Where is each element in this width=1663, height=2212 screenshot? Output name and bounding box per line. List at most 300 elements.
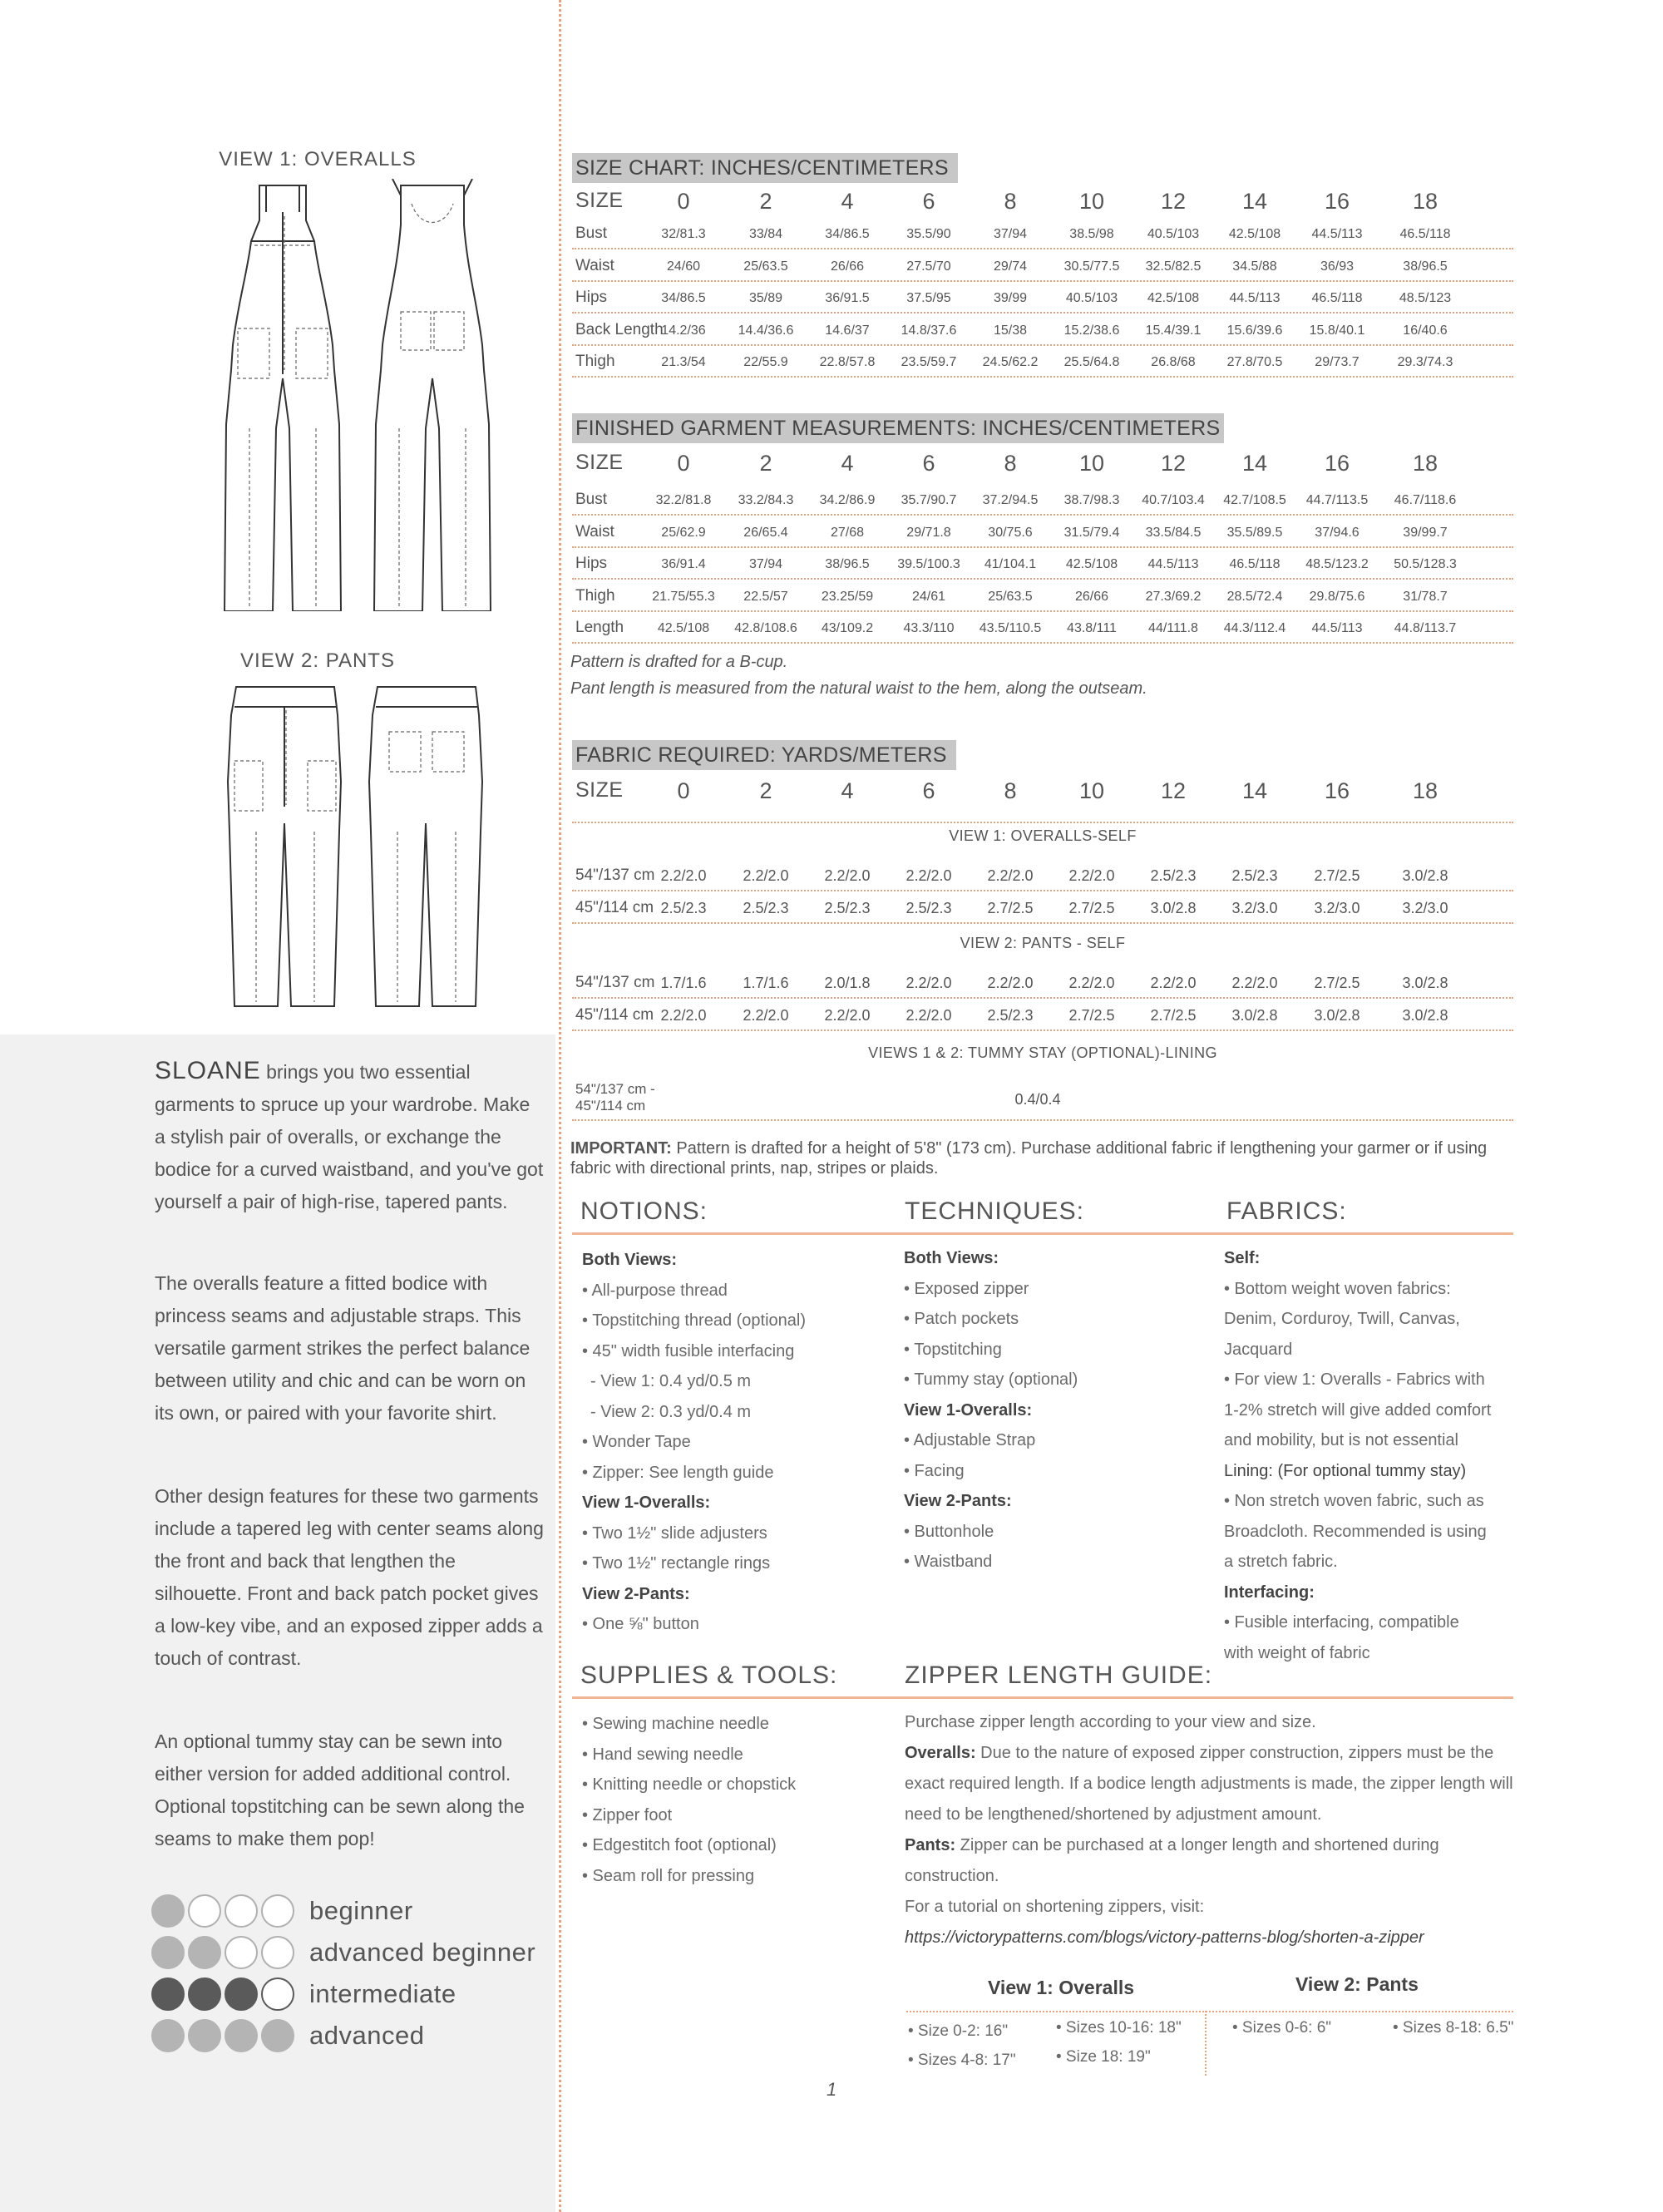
- list-item: a stretch fabric.: [1224, 1553, 1338, 1571]
- view2-label: VIEW 2: PANTS: [240, 649, 395, 672]
- overalls-back-drawing: [374, 179, 491, 611]
- list-item: • Exposed zipper: [904, 1279, 1029, 1298]
- table-row: [572, 282, 1513, 314]
- table-cell: 46.5/118: [1229, 557, 1281, 571]
- size-header-cell: 4: [841, 189, 854, 214]
- fabric-view3-title: VIEWS 1 & 2: TUMMY STAY (OPTIONAL)-LINING: [868, 1044, 1217, 1061]
- list-item: • Wonder Tape: [582, 1433, 691, 1451]
- table-row: [572, 860, 1513, 891]
- size-header-cell: 10: [1078, 451, 1105, 476]
- list-item: View 1-Overalls:: [904, 1400, 1033, 1420]
- level-dot-empty: [261, 1894, 294, 1928]
- level-advanced: [151, 2017, 424, 2055]
- table-cell: 40.7/103.4: [1142, 493, 1205, 507]
- table-cell: 46.5/118: [1311, 291, 1363, 305]
- table-cell: 30/75.6: [988, 525, 1033, 540]
- table-cell: 1.7/1.6: [660, 975, 707, 991]
- list-item: • Patch pockets: [904, 1310, 1019, 1328]
- table-cell: 2.2/2.0: [743, 867, 789, 884]
- notions-rule: [572, 1232, 1513, 1235]
- zipper-overalls-paragraph: [905, 1738, 1520, 1830]
- zipper-guide-text: [905, 1707, 1520, 1953]
- table-cell: 2.5/2.3: [660, 899, 707, 916]
- description-features: The overalls feature a fitted bodice with princess seams and adjustable straps. This versatile garment strikes the perfect balance between utility and chic and can be worn on its own, or paired with your favorite shirt.: [155, 1272, 530, 1424]
- table-cell: 2.2/2.0: [660, 1006, 707, 1024]
- level-dot-filled: [151, 1936, 185, 1969]
- table-cell: 2.5/2.3: [906, 899, 952, 916]
- list-item: with weight of fabric: [1224, 1643, 1370, 1662]
- table-cell: 44.7/113.5: [1305, 493, 1369, 507]
- list-item: • For view 1: Overalls - Fabrics with: [1224, 1370, 1485, 1389]
- table-cell: 23.25/59: [821, 589, 874, 604]
- size-header-cell: 18: [1412, 189, 1438, 214]
- table-cell: 32.2/81.8: [655, 493, 712, 507]
- level-intermediate: [151, 1975, 456, 2013]
- size-label: SIZE: [575, 189, 624, 212]
- zipper-pants-paragraph: [905, 1830, 1520, 1892]
- table-cell: 42.5/108: [1065, 557, 1118, 571]
- row-label: Hips: [575, 555, 608, 572]
- table-cell: 2.5/2.3: [1231, 867, 1278, 884]
- fabrics-list: [1224, 1243, 1491, 1668]
- supplies-rule: [572, 1696, 1513, 1699]
- list-item: Both Views:: [904, 1249, 999, 1267]
- level-dot-empty: [225, 1894, 258, 1928]
- description-intro-text: brings you two essential garments to spruce up your wardrobe. Make a stylish pair of overalls, or exchange the bodice for a curved waistband, and you've got yourself a pair of high-rise, tapered pants.: [155, 1061, 544, 1212]
- fabric-view2-title: VIEW 2: PANTS - SELF: [960, 935, 1126, 951]
- list-item: 1-2% stretch will give added comfort: [1224, 1400, 1492, 1420]
- table-cell: 22.8/57.8: [819, 355, 876, 369]
- size-header-cell: 8: [1004, 451, 1017, 476]
- table-cell: 2.2/2.0: [906, 1006, 952, 1024]
- size-header-cell: 12: [1160, 451, 1187, 476]
- zipper-view1-heading: View 1: Overalls: [988, 1977, 1135, 1998]
- table-cell: 3.0/2.8: [1314, 1006, 1360, 1024]
- table-cell: 34.2/86.9: [819, 493, 876, 507]
- list-item: • Fusible interfacing, compatible: [1224, 1613, 1459, 1632]
- zipper-tutorial-link[interactable]: https://victorypatterns.com/blogs/victory-patterns-blog/shorten-a-zipper: [905, 1928, 1424, 1947]
- size-header-cell: 6: [922, 189, 935, 214]
- list-item: • Buttonhole: [904, 1522, 994, 1541]
- size-label: SIZE: [575, 778, 624, 802]
- list-item: Denim, Corduroy, Twill, Canvas,: [1224, 1310, 1460, 1328]
- table-cell: 40.5/103: [1065, 291, 1118, 305]
- fabric-required-title: FABRIC REQUIRED: YARDS/METERS: [572, 740, 956, 770]
- description-details: Other design features for these two garments include a tapered leg with center seams along the front and back that lengthen the silhouette. Front and back patch pocket gives a low-key vibe, and an exposed zipper adds a touch of contrast.: [155, 1485, 544, 1669]
- zipper-pants-text: Zipper can be purchased at a longer length and shortened during construction.: [905, 1836, 1439, 1885]
- table-cell: 27.3/69.2: [1145, 589, 1202, 604]
- size-header-cell: 8: [1004, 189, 1017, 214]
- important-note: [570, 1138, 1513, 1178]
- table-cell: 2.7/2.5: [1150, 1006, 1197, 1024]
- size-chart-title: SIZE CHART: INCHES/CENTIMETERS: [572, 153, 958, 183]
- table-cell: 3.0/2.8: [1402, 1006, 1448, 1024]
- list-item: • Seam roll for pressing: [582, 1866, 755, 1885]
- table-cell: 43.5/110.5: [979, 621, 1042, 635]
- zipper-v1-size-4-8: • Sizes 4-8: 17": [908, 2052, 1016, 2069]
- table-cell: 2.2/2.0: [824, 1006, 871, 1024]
- table-row: [572, 1000, 1513, 1031]
- zipper-intro: Purchase zipper length according to your view and size.: [905, 1713, 1316, 1731]
- table-cell: 3.0/2.8: [1150, 899, 1197, 916]
- zipper-v1-size-18: • Size 18: 19": [1056, 2048, 1151, 2066]
- table-row: [572, 484, 1513, 516]
- level-label: advanced beginner: [309, 1938, 536, 1967]
- table-cell: 14.8/37.6: [901, 323, 957, 338]
- level-dot-empty: [261, 1936, 294, 1969]
- table-cell: 35.5/89.5: [1226, 525, 1283, 540]
- table-cell: 27/68: [830, 525, 865, 540]
- level-dot-filled: [225, 1977, 258, 2011]
- table-cell: 2.7/2.5: [1314, 867, 1360, 884]
- list-item: Interfacing:: [1224, 1582, 1315, 1602]
- table-cell: 34/86.5: [825, 227, 870, 241]
- table-cell: 1.7/1.6: [743, 975, 789, 991]
- size-header-row: [572, 449, 1513, 481]
- list-item: Jacquard: [1224, 1340, 1293, 1359]
- view1-label: VIEW 1: OVERALLS: [219, 148, 417, 170]
- table-cell: 2.2/2.0: [743, 1006, 789, 1024]
- table-cell: 14.2/36: [661, 323, 706, 338]
- overalls-illustration: [208, 179, 574, 611]
- table-cell: 2.7/2.5: [987, 899, 1034, 916]
- table-cell: 38/96.5: [1403, 259, 1448, 274]
- table-cell: 2.7/2.5: [1068, 899, 1115, 916]
- zipper-pants-label: Pants:: [905, 1836, 956, 1854]
- table-cell: 31.5/79.4: [1063, 525, 1120, 540]
- row-label: Bust: [575, 225, 608, 242]
- table-cell: 37.2/94.5: [982, 493, 1039, 507]
- size-header-cell: 14: [1241, 778, 1268, 803]
- table-row: [572, 250, 1513, 282]
- row-label: 54"/137 cm: [575, 867, 655, 884]
- row-label: Waist: [575, 256, 614, 274]
- table-cell: 15.4/39.1: [1145, 323, 1202, 338]
- table-cell: 3.0/2.8: [1231, 1006, 1278, 1024]
- row-label: Length: [575, 619, 624, 636]
- level-label: intermediate: [309, 1979, 456, 2008]
- level-dot-filled: [225, 2019, 258, 2052]
- list-item: • Bottom weight woven fabrics:: [1224, 1279, 1451, 1298]
- table-cell: 26.8/68: [1151, 355, 1196, 369]
- size-header-cell: 16: [1324, 189, 1350, 214]
- table-cell: 38/96.5: [825, 557, 870, 571]
- fabric-view1-title: VIEW 1: OVERALLS-SELF: [949, 827, 1137, 844]
- table-cell: 44.3/112.4: [1223, 621, 1286, 635]
- table-cell: 42.5/108: [1228, 227, 1281, 241]
- supplies-list: [582, 1709, 796, 1891]
- table-cell: 26/66: [1074, 589, 1109, 604]
- table-cell: 37.5/95: [906, 291, 951, 305]
- list-item: • Facing: [904, 1461, 965, 1480]
- table-cell: 22/55.9: [743, 355, 788, 369]
- level-dot-empty: [188, 1894, 221, 1928]
- table-cell: 2.5/2.3: [743, 899, 789, 916]
- row-label: 45"/114 cm: [575, 1005, 654, 1024]
- list-item: • Waistband: [904, 1553, 993, 1571]
- size-header-cell: 16: [1324, 451, 1350, 476]
- table-cell: 2.2/2.0: [987, 975, 1034, 991]
- size-header-cell: 12: [1160, 778, 1187, 803]
- list-item: Lining: (For optional tummy stay): [1224, 1461, 1467, 1480]
- table-cell: 46.5/118: [1399, 227, 1451, 241]
- size-header-row: [572, 187, 1513, 219]
- level-beginner: [151, 1892, 413, 1930]
- table-cell: 39.5/100.3: [897, 557, 960, 571]
- list-item: Both Views:: [582, 1251, 678, 1269]
- size-label: SIZE: [575, 451, 624, 474]
- list-item: Broadcloth. Recommended is using: [1224, 1522, 1487, 1541]
- b-cup-note: Pattern is drafted for a B-cup.: [570, 653, 788, 671]
- row-label: Back Length: [575, 320, 664, 338]
- table-cell: 2.5/2.3: [1150, 867, 1197, 884]
- zipper-overalls-label: Overalls:: [905, 1744, 976, 1762]
- important-text: Pattern is drafted for a height of 5'8" (173 cm). Purchase additional fabric if lengthening your garmer or if using fabric with directional prints, nap, stripes or plaids.: [570, 1139, 1488, 1178]
- list-item: View 2-Pants:: [582, 1584, 690, 1603]
- table-cell: 2.2/2.0: [660, 867, 707, 884]
- table-cell: 2.7/2.5: [1314, 975, 1360, 991]
- zipper-tutorial: For a tutorial on shortening zippers, visit:: [905, 1898, 1205, 1916]
- level-dot-filled: [261, 2019, 294, 2052]
- table-row: [572, 1074, 1513, 1121]
- table-cell: 3.2/3.0: [1314, 899, 1360, 916]
- size-header-cell: 6: [922, 451, 935, 476]
- table-row: [572, 218, 1513, 249]
- table-cell: 44.5/113: [1229, 291, 1281, 305]
- table-cell: 35/89: [748, 291, 783, 305]
- zipper-v2-size-8-18: • Sizes 8-18: 6.5": [1393, 2019, 1514, 2037]
- size-header-cell: 18: [1412, 778, 1438, 803]
- brand-name: SLOANE: [155, 1057, 261, 1084]
- size-header-cell: 6: [922, 778, 935, 803]
- level-dot-filled: [188, 2019, 221, 2052]
- level-dot-filled: [188, 1977, 221, 2011]
- table-cell: 25/62.9: [661, 525, 706, 540]
- table-row: [572, 516, 1513, 548]
- table-cell: 25/63.5: [743, 259, 788, 274]
- table-cell: 0.4/0.4: [1014, 1091, 1061, 1108]
- row-label: 45"/114 cm: [575, 898, 654, 916]
- table-cell: 2.7/2.5: [1068, 1006, 1115, 1024]
- row-label: Waist: [575, 522, 614, 541]
- pants-front-drawing: [228, 687, 341, 1006]
- list-item: • Tummy stay (optional): [904, 1370, 1078, 1389]
- table-cell: 22.5/57: [743, 589, 788, 604]
- size-header-cell: 0: [677, 451, 690, 476]
- row-label: 54"/137 cm -: [575, 1081, 655, 1097]
- table-cell: 29.3/74.3: [1397, 355, 1453, 369]
- table-cell: 32.5/82.5: [1145, 259, 1202, 274]
- list-item: • Sewing machine needle: [582, 1715, 769, 1733]
- notions-title: NOTIONS:: [580, 1197, 708, 1225]
- table-cell: 27.5/70: [906, 259, 951, 274]
- table-cell: 39/99.7: [1403, 525, 1448, 540]
- table-cell: 35.7/90.7: [901, 493, 957, 507]
- level-dot-filled: [151, 1977, 185, 2011]
- table-cell: 24/61: [911, 589, 946, 604]
- table-cell: 42.5/108: [1147, 291, 1200, 305]
- table-cell: 32/81.3: [661, 227, 706, 241]
- table-cell: 15/38: [993, 323, 1028, 338]
- list-item: • 45" width fusible interfacing: [582, 1341, 795, 1360]
- list-item: • Edgestitch foot (optional): [582, 1836, 777, 1854]
- list-item: • Adjustable Strap: [904, 1431, 1036, 1449]
- table-cell: 21.3/54: [661, 355, 706, 369]
- table-cell: 23.5/59.7: [901, 355, 957, 369]
- size-header-cell: 2: [759, 451, 772, 476]
- size-header-cell: 8: [1004, 778, 1017, 803]
- table-cell: 2.2/2.0: [987, 867, 1034, 884]
- table-cell: 34/86.5: [661, 291, 706, 305]
- table-row: [572, 346, 1513, 378]
- table-cell: 29/74: [993, 259, 1028, 274]
- table-cell: 26/66: [830, 259, 865, 274]
- page-number: 1: [827, 2079, 837, 2100]
- table-cell: 42.7/108.5: [1223, 493, 1286, 507]
- table-cell: 34.5/88: [1232, 259, 1277, 274]
- table-cell: 26/65.4: [743, 525, 788, 540]
- row-label: Thigh: [575, 586, 615, 605]
- finished-measurements-title: FINISHED GARMENT MEASUREMENTS: INCHES/CENTIMETERS: [572, 413, 1224, 443]
- table-cell: 16/40.6: [1403, 323, 1448, 338]
- table-cell: 36/91.4: [661, 557, 706, 571]
- table-row: [572, 967, 1513, 999]
- table-cell: 40.5/103: [1147, 227, 1200, 241]
- size-header-cell: 10: [1078, 189, 1105, 214]
- table-cell: 2.2/2.0: [1150, 975, 1197, 991]
- table-cell: 27.8/70.5: [1226, 355, 1283, 369]
- techniques-list: [904, 1243, 1078, 1578]
- table-cell: 31/78.7: [1403, 589, 1448, 604]
- table-cell: 24.5/62.2: [982, 355, 1039, 369]
- table-cell: 3.2/3.0: [1402, 899, 1448, 916]
- table-cell: 29/71.8: [906, 525, 951, 540]
- table-cell: 44.5/113: [1311, 621, 1363, 635]
- pant-length-note: Pant length is measured from the natural waist to the hem, along the outseam.: [570, 679, 1147, 698]
- list-item: • Hand sewing needle: [582, 1745, 743, 1764]
- size-header-cell: 16: [1324, 778, 1350, 803]
- table-cell: 28.5/72.4: [1226, 589, 1283, 604]
- table-row: [572, 580, 1513, 612]
- table-cell: 35.5/90: [906, 227, 951, 241]
- table-cell: 39/99: [993, 291, 1028, 305]
- table-cell: 38.5/98: [1069, 227, 1114, 241]
- size-header-cell: 18: [1412, 451, 1438, 476]
- size-header-cell: 10: [1078, 778, 1105, 803]
- row-label: Thigh: [575, 353, 615, 370]
- table-cell: 2.5/2.3: [987, 1006, 1034, 1024]
- table-cell: 42.5/108: [657, 621, 710, 635]
- table-cell: 46.7/118.6: [1394, 493, 1457, 507]
- zipper-overalls-text: Due to the nature of exposed zipper construction, zippers must be the exact required length. If a bodice length adjustments is made, the zipper length will need to be lengthened/shortened by adjustment amount.: [905, 1744, 1513, 1824]
- fabric-separator: [572, 822, 1513, 823]
- size-header-row: [572, 777, 1513, 808]
- table-cell: 15.2/38.6: [1063, 323, 1120, 338]
- table-cell: 2.2/2.0: [1068, 975, 1115, 991]
- zipper-v1-size-0-2: • Size 0-2: 16": [908, 2022, 1009, 2040]
- table-cell: 43.8/111: [1067, 621, 1117, 635]
- list-item: - View 1: 0.4 yd/0.5 m: [590, 1372, 752, 1390]
- techniques-title: TECHNIQUES:: [905, 1197, 1085, 1225]
- table-cell: 2.2/2.0: [906, 867, 952, 884]
- table-cell: 30.5/77.5: [1063, 259, 1120, 274]
- list-item: View 1-Overalls:: [582, 1494, 711, 1512]
- table-cell: 44.5/113: [1147, 557, 1199, 571]
- table-cell: 15.6/39.6: [1226, 323, 1283, 338]
- table-cell: 2.0/1.8: [824, 975, 871, 991]
- pants-illustration: [218, 682, 584, 1015]
- list-item: • All-purpose thread: [582, 1281, 728, 1300]
- table-row: [572, 892, 1513, 924]
- list-item: • Non stretch woven fabric, such as: [1224, 1492, 1484, 1510]
- table-cell: 33.5/84.5: [1145, 525, 1202, 540]
- table-cell: 41/104.1: [984, 557, 1037, 571]
- table-cell: 33/84: [748, 227, 783, 241]
- pants-back-drawing: [369, 687, 482, 1006]
- table-cell: 43.3/110: [903, 621, 955, 635]
- size-header-cell: 4: [841, 451, 854, 476]
- zipper-view2-heading: View 2: Pants: [1295, 1973, 1419, 1995]
- table-row: [572, 548, 1513, 580]
- table-cell: 2.2/2.0: [906, 975, 952, 991]
- table-cell: 48.5/123: [1399, 291, 1452, 305]
- list-item: Self:: [1224, 1249, 1261, 1267]
- zipper-guide-title: ZIPPER LENGTH GUIDE:: [905, 1661, 1213, 1689]
- table-cell: 3.0/2.8: [1402, 975, 1448, 991]
- table-cell: 21.75/55.3: [652, 589, 715, 604]
- table-cell: 3.0/2.8: [1402, 867, 1448, 884]
- table-cell: 43/109.2: [821, 621, 874, 635]
- table-cell: 48.5/123.2: [1305, 557, 1369, 571]
- list-item: • Topstitching: [904, 1340, 1002, 1359]
- overalls-front-drawing: [225, 185, 341, 611]
- table-cell: 36/93: [1320, 259, 1355, 274]
- description-tummy-stay: An optional tummy stay can be sewn into either version for added additional control. Optional topstitching can be sewn along the seams to make them pop!: [155, 1731, 525, 1849]
- size-header-cell: 14: [1241, 451, 1268, 476]
- table-cell: 38.7/98.3: [1063, 493, 1120, 507]
- table-cell: 15.8/40.1: [1309, 323, 1365, 338]
- list-item: • Topstitching thread (optional): [582, 1311, 807, 1330]
- table-cell: 29/73.7: [1315, 355, 1360, 369]
- table-cell: 36/91.5: [825, 291, 870, 305]
- table-cell: 24/60: [666, 259, 701, 274]
- table-row: [572, 314, 1513, 346]
- description-intro: [155, 1054, 544, 1218]
- size-header-cell: 2: [759, 189, 772, 214]
- size-header-cell: 12: [1160, 189, 1187, 214]
- size-header-cell: 2: [759, 778, 772, 803]
- table-cell: 33.2/84.3: [738, 493, 794, 507]
- level-dot-filled: [188, 1936, 221, 1969]
- table-cell: 44/111.8: [1148, 621, 1198, 635]
- table-cell: 37/94.6: [1315, 525, 1360, 540]
- level-label: beginner: [309, 1896, 413, 1925]
- zipper-table-rule: [906, 2011, 1513, 2012]
- table-cell: 2.2/2.0: [824, 867, 871, 884]
- list-item: • Zipper foot: [582, 1805, 673, 1824]
- level-dot-empty: [261, 1977, 294, 2011]
- list-item: and mobility, but is not essential: [1224, 1431, 1459, 1449]
- level-label: advanced: [309, 2021, 425, 2050]
- fabrics-title: FABRICS:: [1226, 1197, 1347, 1225]
- list-item: • Knitting needle or chopstick: [582, 1775, 797, 1794]
- zipper-v1-size-10-16: • Sizes 10-16: 18": [1056, 2019, 1182, 2037]
- table-cell: 2.5/2.3: [824, 899, 871, 916]
- notions-list: [582, 1245, 806, 1640]
- supplies-title: SUPPLIES & TOOLS:: [580, 1661, 838, 1689]
- size-header-cell: 0: [677, 778, 690, 803]
- list-item: - View 2: 0.3 yd/0.4 m: [590, 1402, 752, 1421]
